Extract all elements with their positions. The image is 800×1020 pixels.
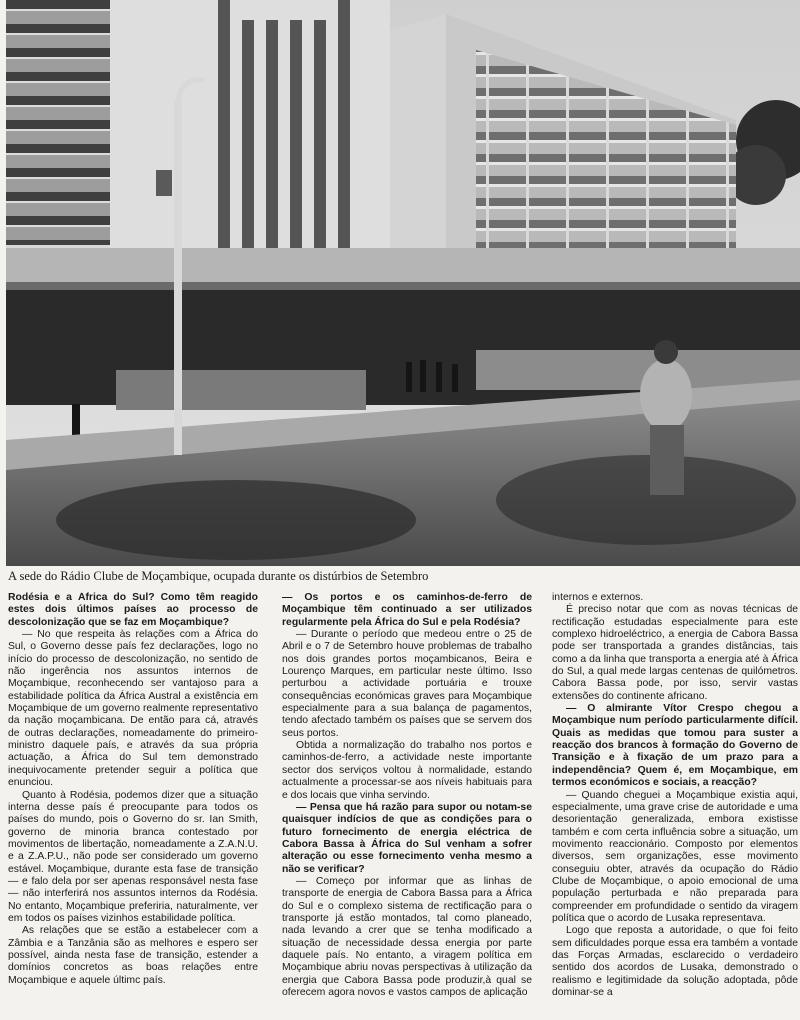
answer-paragraph: Logo que reposta a autoridade, o que foi feito sem dificuldades porque essa era também a vontade das Forças Armadas, esclarecido o verdadeiro sentido dos acordos de Lusaka, demonstrado o realismo e legitimidade da solução adoptada, pôde dominar-se a [552, 925, 798, 998]
question-paragraph: — Os portos e os caminhos-de-ferro de Moçambique têm continuado a ser utilizados regularmente pela África do Sul e pela Rodésia? [282, 592, 532, 628]
question-paragraph: — O almirante Vítor Crespo chegou a Moçambique num período particularmente difícil. Quais as medidas que tomou para suster a reacção dos brancos à formação do Governo de Transição e à fixação de um prazo para a independência? Quem é, em Moçambique, em termos económicos e sociais, a reacção? [552, 703, 798, 789]
answer-paragraph: — Durante o período que medeou entre o 25 de Abril e o 7 de Setembro houve problemas de trabalho nos dois grandes portos moçambicanos, Beira e Lourenço Marques, em particular neste último. Isso perturbou a actividade portuária e trouxe consequências económicas graves para Moçambique especialmente para a sua balança de pagamentos, tendo afectado também os países que se servem dos seus portos. [282, 629, 532, 739]
answer-paragraph: internos e externos. [552, 592, 644, 603]
question-paragraph: Rodésia e a África do Sul? Como têm reagido estes dois últimos países ao processo de descolonização que se faz em Moçambique? [8, 592, 258, 628]
answer-paragraph: Obtida a normalização do trabalho nos portos e caminhos-de-ferro, a actividade neste importante sector dos serviços voltou à normalidade, estando actualmente a processar-se aos níveis habituais para e dos locais que vinha servindo. [282, 740, 532, 801]
answer-paragraph: As relações que se estão a estabelecer com a Zâmbia e a Tanzânia são as melhores e espero ser possível, ainda nesta fase de transição, estender a domínios concretos as boas relações entre Moçambique e aquele últimc país. [8, 925, 258, 986]
building-photo-icon [6, 0, 800, 566]
photo-caption: A sede do Rádio Clube de Moçambique, ocupada durante os distúrbios de Setembro [8, 569, 429, 583]
answer-paragraph: É preciso notar que com as novas técnicas de rectificação estudadas especialmente para este complexo hidroeléctrico, a energia de Cabora Bassa pode ser transportada a grandes distâncias, tais como a da linha que transporta a energia até à África do Sul, a qual mede largas centenas de quilómetros. Cabora Bassa pode, por isso, servir vastas extensões do continente africano. [552, 604, 798, 702]
text-column-3 [552, 592, 798, 1020]
text-column-1 [8, 592, 258, 1020]
answer-paragraph: — Começo por informar que as linhas de transporte de energia de Cabora Bassa para a África do Sul e o complexo sistema de rectificação para o transporte já estão montados, tal como planeado, nada levando a crer que se tenha modificado a situação de necessidade dessa energia por parte daquele país. No entanto, a viragem política em Moçambique abriu novas perspectivas à utilização da energia que Cabora Bassa pode produzir,à qual se oferecem agora novos e vastos campos de aplicação [282, 875, 532, 998]
answer-paragraph: — No que respeita às relações com a África do Sul, o Governo desse país fez declarações, logo no início do processo de descolonização, no sentido de não ingerência nos assuntos internos de Moçambique, reconhecendo ser vantajoso para a estabilidade política da África Austral a existência em Moçambique de um governo realmente representativo da nação moçambicana. De então para cá, através de outras declarações, nomeadamente do primeiro-ministro daquele país, e através da sua própria actuação, a África do Sul tem demonstrado inequivocamente pretender seguir a política que enunciou. [8, 629, 258, 789]
text-column-2 [282, 592, 532, 1020]
answer-paragraph: — Quando cheguei a Moçambique existia aqui, especialmente, uma grave crise de autoridade e uma desorientação generalizada, embora existisse também e com certa influência sobre a situação, um movimento reaccionário. Composto por elementos diversos, sem organizações, esse movimento conseguiu obter, através da ocupação do Rádio Clube de Moçambique, o apoio emocional de uma população perturbada e não preparada para compreender em profundidade o sentido da viragem política que o acordo de Lusaka representava. [552, 789, 798, 924]
building-photo [6, 0, 800, 566]
answer-paragraph: Quanto à Rodésia, podemos dizer que a situação interna desse país é preocupante para todos os países do mundo, pois o Governo do sr. Ian Smith, governo de minoria branca contestado por movimentos de libertação, nomeadamente a Z.A.N.U. e a Z.A.P.U., não pode ser considerado um governo estável. Moçambique, durante esta fase de transição — e falo dela por ser apenas responsável nesta fase — não interferirá nos assuntos internos da Rodésia. No entanto, Moçambique preferiria, naturalmente, ver em todos os países vizinhos estabilidade política. [8, 789, 258, 924]
question-paragraph: — Pensa que há razão para supor ou notam-se quaisquer indícios de que as condições para o futuro fornecimento de energia eléctrica de Cabora Bassa à África do Sul venham a sofrer alteração ou esse fornecimento venha mesmo a não se verificar? [282, 801, 532, 875]
